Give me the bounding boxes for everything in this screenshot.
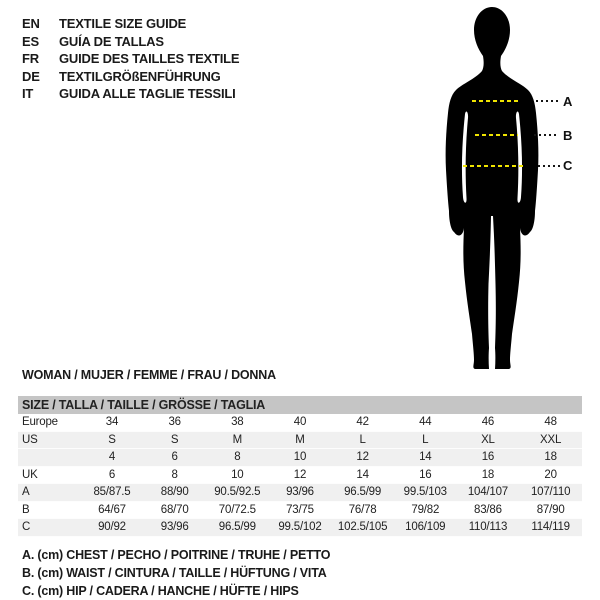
size-cell: 10 bbox=[293, 451, 307, 464]
size-cell: 6 bbox=[108, 468, 116, 481]
legend-line: C. (cm) HIP / CADERA / HANCHE / HÜFTE / HIPS bbox=[22, 584, 299, 598]
language-row bbox=[22, 68, 239, 86]
size-table-header-row bbox=[18, 396, 582, 414]
language-label: GUIDA ALLE TAGLIE TESSILI bbox=[59, 86, 236, 101]
size-cell: 70/72.5 bbox=[218, 503, 256, 516]
size-cell: 99.5/103 bbox=[403, 486, 447, 499]
size-cell: 96.5/99 bbox=[344, 486, 382, 499]
size-cell: 6 bbox=[171, 451, 178, 464]
measure-marker-label: B bbox=[563, 128, 573, 143]
row-label: A bbox=[22, 486, 30, 499]
table-row bbox=[18, 431, 582, 449]
row-label: Europe bbox=[22, 416, 58, 429]
language-code: ES bbox=[22, 33, 39, 49]
size-cell: 85/87.5 bbox=[93, 486, 131, 499]
language-code: FR bbox=[22, 51, 39, 66]
language-label: GUÍA DE TALLAS bbox=[59, 33, 164, 49]
size-cell: 16 bbox=[419, 468, 432, 481]
size-cell: 104/107 bbox=[467, 486, 508, 499]
size-cell: 18 bbox=[481, 468, 495, 481]
language-code: EN bbox=[22, 16, 40, 31]
language-guide bbox=[22, 15, 239, 103]
size-cell: 73/75 bbox=[286, 503, 314, 516]
row-label: UK bbox=[22, 468, 38, 481]
size-cell: 8 bbox=[171, 468, 178, 481]
size-cell: L bbox=[359, 433, 366, 446]
size-cell: 107/110 bbox=[530, 486, 571, 499]
size-cell: 40 bbox=[293, 416, 307, 429]
size-cell: 68/70 bbox=[160, 503, 189, 516]
table-row bbox=[18, 466, 582, 484]
size-cell: 93/96 bbox=[160, 521, 189, 534]
size-cell: 79/82 bbox=[411, 503, 440, 516]
woman-silhouette bbox=[432, 4, 600, 370]
language-code: DE bbox=[22, 68, 40, 84]
legend-line: A. (cm) CHEST / PECHO / POITRINE / TRUHE / PETTO bbox=[22, 548, 331, 562]
size-cell: M bbox=[295, 433, 305, 446]
row-label: C bbox=[22, 521, 31, 534]
language-row bbox=[22, 85, 239, 103]
size-table-header: SIZE / TALLA / TAILLE / GRÖSSE / TAGLIA bbox=[18, 396, 582, 414]
table-row bbox=[18, 519, 582, 537]
size-cell: 18 bbox=[544, 451, 557, 464]
table-row bbox=[18, 484, 582, 502]
size-cell: 14 bbox=[419, 451, 432, 464]
size-cell: 93/96 bbox=[286, 486, 314, 499]
size-cell: M bbox=[232, 433, 242, 446]
size-cell: 42 bbox=[356, 416, 369, 429]
silhouette-body bbox=[446, 7, 539, 369]
size-cell: 64/67 bbox=[98, 503, 126, 516]
size-cell: 83/86 bbox=[474, 503, 502, 516]
size-cell: 46 bbox=[481, 416, 495, 429]
size-cell: 106/109 bbox=[405, 521, 446, 534]
woman-figure bbox=[432, 4, 600, 370]
size-cell: 16 bbox=[481, 451, 495, 464]
size-cell: 99.5/102 bbox=[278, 521, 322, 534]
section-title: WOMAN / MUJER / FEMME / FRAU / DONNA bbox=[22, 368, 276, 382]
size-cell: 88/90 bbox=[160, 486, 189, 499]
measure-marker-label: C bbox=[563, 158, 573, 173]
size-cell: 48 bbox=[544, 416, 557, 429]
language-row bbox=[22, 33, 239, 51]
size-cell: 114/119 bbox=[531, 521, 570, 534]
size-cell: 96.5/99 bbox=[218, 521, 256, 534]
measure-marker-label: A bbox=[563, 94, 573, 109]
table-row bbox=[18, 501, 582, 519]
size-cell: 76/78 bbox=[348, 503, 377, 516]
size-cell: 87/90 bbox=[536, 503, 565, 516]
table-row bbox=[18, 414, 582, 431]
row-label bbox=[18, 449, 81, 467]
size-cell: 8 bbox=[234, 451, 241, 464]
row-label: B bbox=[22, 503, 30, 516]
size-cell: S bbox=[170, 433, 179, 446]
measurement-legend bbox=[22, 546, 330, 600]
size-cell: XL bbox=[481, 433, 495, 446]
size-cell: L bbox=[422, 433, 429, 446]
size-cell: 90.5/92.5 bbox=[214, 486, 261, 499]
size-cell: 14 bbox=[356, 468, 369, 481]
size-cell: 38 bbox=[231, 416, 244, 429]
language-row bbox=[22, 15, 239, 33]
size-cell: 34 bbox=[105, 416, 119, 429]
size-cell: 4 bbox=[108, 451, 116, 464]
size-cell: 36 bbox=[168, 416, 181, 429]
size-cell: S bbox=[108, 433, 116, 446]
size-cell: XXL bbox=[540, 433, 562, 446]
table-row bbox=[18, 449, 582, 467]
language-label: TEXTILGRÖßENFÜHRUNG bbox=[59, 68, 221, 84]
size-cell: 102.5/105 bbox=[337, 521, 388, 534]
row-label: US bbox=[22, 433, 38, 446]
size-cell: 12 bbox=[293, 468, 307, 481]
language-row bbox=[22, 50, 239, 68]
size-cell: 90/92 bbox=[98, 521, 126, 534]
legend-line: B. (cm) WAIST / CINTURA / TAILLE / HÜFTUNG / VITA bbox=[22, 566, 327, 580]
size-cell: 110/113 bbox=[468, 521, 508, 534]
language-code: IT bbox=[22, 86, 34, 101]
size-cell: 12 bbox=[356, 451, 369, 464]
size-cell: 10 bbox=[231, 468, 244, 481]
language-label: TEXTILE SIZE GUIDE bbox=[59, 16, 187, 31]
size-table bbox=[18, 396, 582, 537]
size-cell: 44 bbox=[419, 416, 432, 429]
size-cell: 20 bbox=[544, 468, 557, 481]
language-label: GUIDE DES TAILLES TEXTILE bbox=[59, 51, 240, 66]
